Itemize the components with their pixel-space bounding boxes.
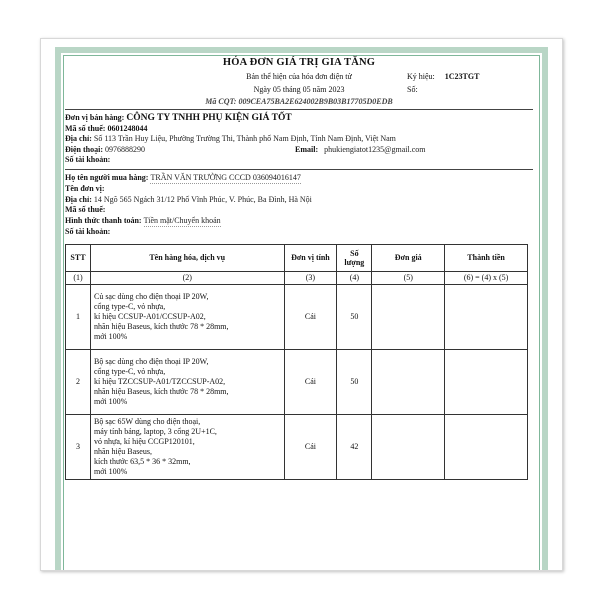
buyer-name: TRẦN VĂN TRƯỜNG CCCD 036094016147 bbox=[150, 173, 300, 185]
buyer-address-line: Địa chỉ: 14 Ngõ 565 Ngách 31/12 Phố Vĩnh Phúc, V. Phúc, Ba Đình, Hà Nội bbox=[65, 194, 312, 204]
invoice-number: Số: bbox=[407, 85, 418, 94]
invoice-subtitle: Bản thể hiện của hóa đơn điện tử bbox=[246, 72, 352, 81]
items-table bbox=[65, 244, 528, 480]
buyer-payment-line: Hình thức thanh toán: Tiền mặt/Chuyển khoản bbox=[65, 216, 533, 228]
seller-tax: 0601248044 bbox=[107, 123, 148, 133]
seller-contact-line: Điện thoại: 0976888290 Email: phukiengiatot1235@gmail.com bbox=[65, 144, 426, 154]
invoice-page bbox=[40, 38, 563, 571]
header-amount: Thành tiền bbox=[445, 244, 528, 271]
table-header bbox=[66, 244, 528, 271]
item-description: Bộ sạc dùng cho điện thoại IP 20W, cổng type-C, vỏ nhựa, kí hiệu TZCCSUP-A01/TZCCSUP-A02, nhãn hiệu Baseus, kích thước 78 * 28mm, mới 100% bbox=[90, 349, 284, 414]
seller-tax-line: Mã số thuế: 0601248044 bbox=[65, 123, 148, 133]
item-description: Bộ sạc 65W dùng cho điện thoại, máy tính bảng, laptop, 3 cổng 2U+1C, vỏ nhựa, kí hiệu CCGP120101, nhãn hiệu Baseus, kích thước 63,5 * 36 * 32mm, mới 100% bbox=[90, 414, 284, 479]
header-unit: Đơn vị tính bbox=[284, 244, 337, 271]
invoice-symbol: Ký hiệu: 1C23TGT bbox=[407, 72, 480, 81]
seller-name-line: Đơn vị bán hàng: CÔNG TY TNHH PHỤ KIỆN GIÁ TỐT bbox=[65, 113, 292, 123]
header-price: Đơn giá bbox=[372, 244, 445, 271]
invoice-content bbox=[65, 57, 533, 480]
item-description: Củ sạc dùng cho điện thoại IP 20W, cổng type-C, vỏ nhựa, kí hiệu CCSUP-A01/CCSUP-A02, nhãn hiệu Baseus, kích thước 78 * 28mm, mới 100% bbox=[90, 284, 284, 349]
cqt-code: Mã CQT: 009CEA75BA2E624002B9B03B17705D0EDB bbox=[205, 97, 393, 106]
column-number-row: (1) (2) (3) (4) (5) (6) = (4) x (5) bbox=[66, 271, 528, 284]
table-row: 3 Bộ sạc 65W dùng cho điện thoại, máy tính bảng, laptop, 3 cổng 2U+1C, vỏ nhựa, kí hiệu CCGP120101, nhãn hiệu Baseus, kích thước 63,5 * 36 * 32mm, mới 100% Cái 42 bbox=[66, 414, 528, 479]
buyer-name-line: Họ tên người mua hàng: TRẦN VĂN TRƯỜNG CCCD 036094016147 bbox=[65, 173, 533, 185]
seller-name: CÔNG TY TNHH PHỤ KIỆN GIÁ TỐT bbox=[126, 113, 292, 123]
buyer-unit-line: Tên đơn vị: bbox=[65, 184, 105, 193]
seller-section bbox=[65, 113, 533, 166]
invoice-title: HÓA ĐƠN GIÁ TRỊ GIA TĂNG bbox=[222, 57, 376, 68]
header-name: Tên hàng hóa, dịch vụ bbox=[90, 244, 284, 271]
seller-email: phukiengiatot1235@gmail.com bbox=[324, 144, 426, 154]
buyer-section bbox=[65, 173, 533, 238]
buyer-account-line: Số tài khoản: bbox=[65, 227, 111, 236]
seller-account-line: Số tài khoản: bbox=[65, 155, 111, 164]
header-qty: Số lượng bbox=[337, 244, 372, 271]
table-row: 2 Bộ sạc dùng cho điện thoại IP 20W, cổng type-C, vỏ nhựa, kí hiệu TZCCSUP-A01/TZCCSUP-A02, nhãn hiệu Baseus, kích thước 78 * 28mm, mới 100% Cái 50 bbox=[66, 349, 528, 414]
seller-address-line: Địa chỉ: Số 113 Trần Huy Liệu, Phường Trường Thi, Thành phố Nam Định, Tỉnh Nam Định, Việt Nam bbox=[65, 134, 396, 143]
header-stt: STT bbox=[66, 244, 91, 271]
table-row: 1 Củ sạc dùng cho điện thoại IP 20W, cổng type-C, vỏ nhựa, kí hiệu CCSUP-A01/CCSUP-A02, nhãn hiệu Baseus, kích thước 78 * 28mm, mới 100% Cái 50 bbox=[66, 284, 528, 349]
buyer-tax-line: Mã số thuế: bbox=[65, 205, 106, 214]
invoice-date: Ngày 05 tháng 05 năm 2023 bbox=[253, 85, 345, 94]
